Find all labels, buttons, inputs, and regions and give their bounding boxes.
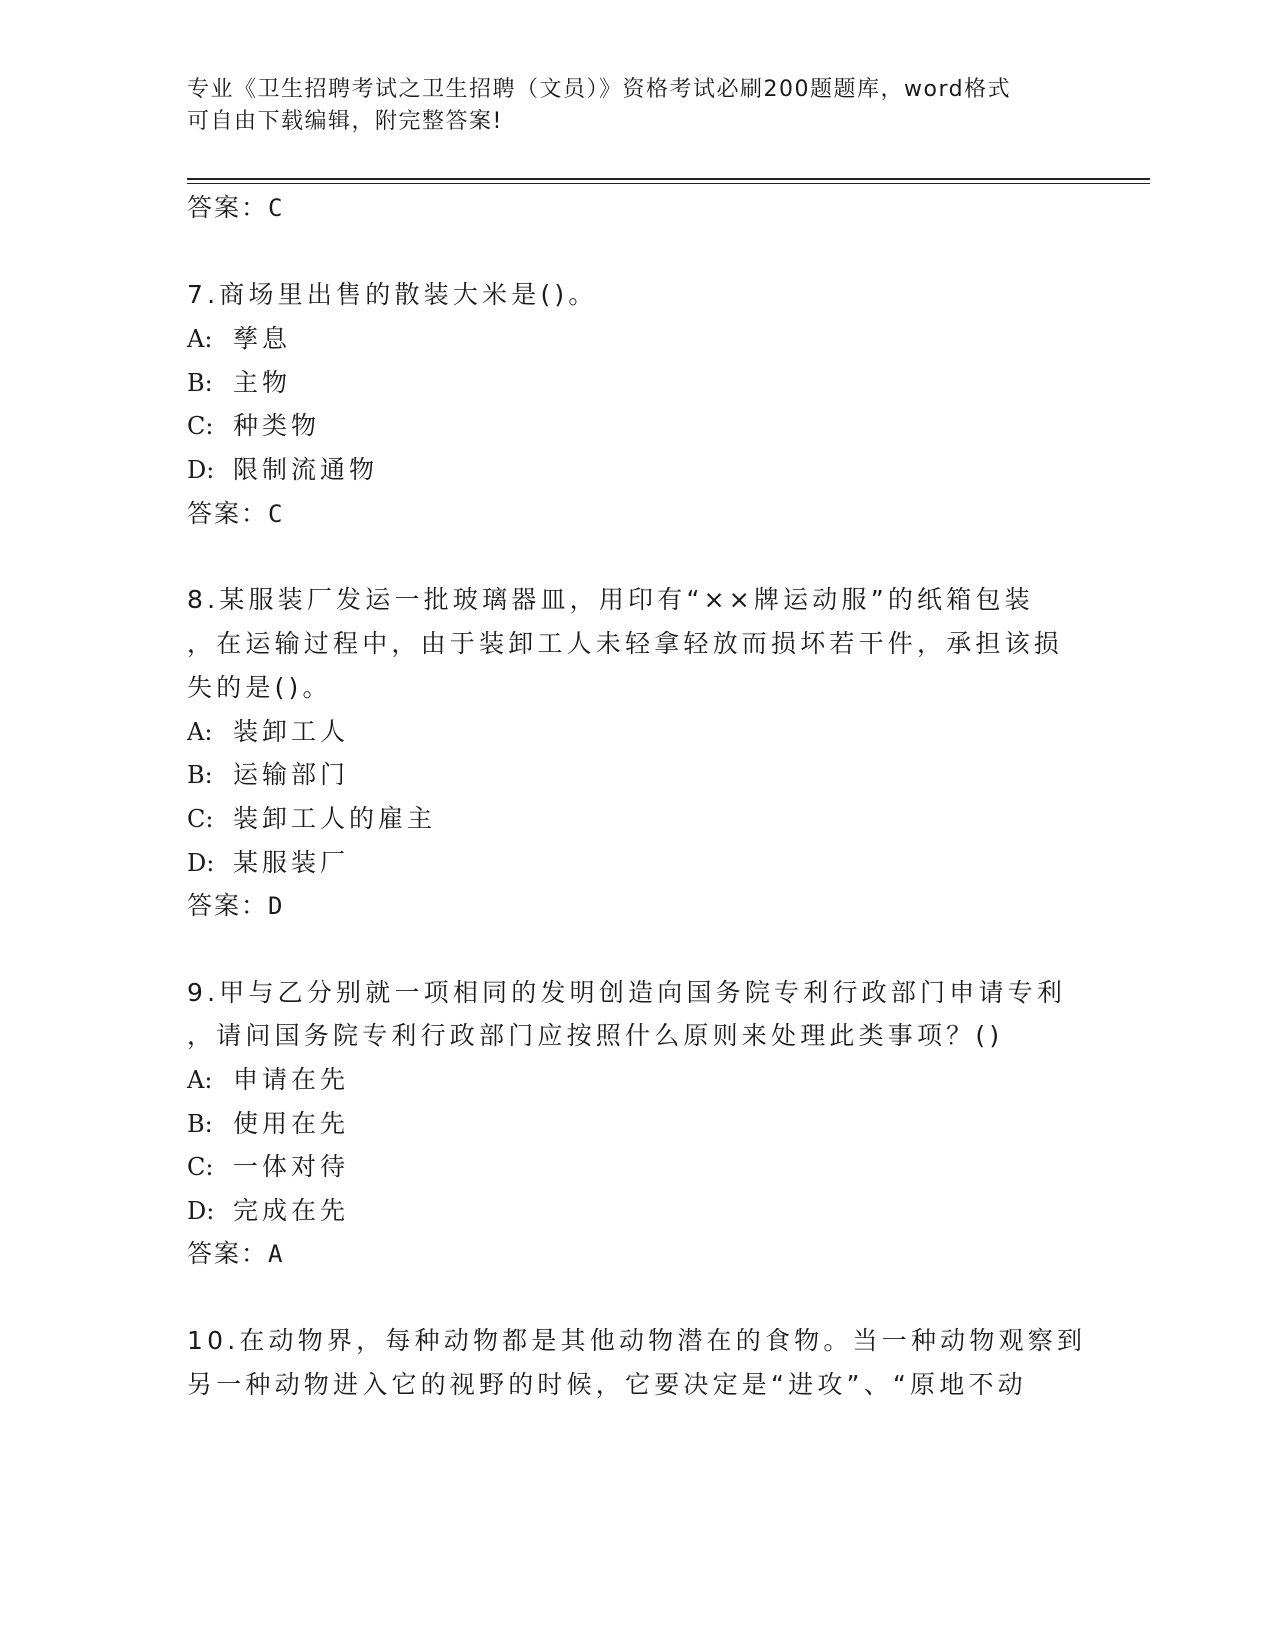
question-8-text-line-2: ，在运输过程中，由于装卸工人未轻拿轻放而损坏若干件，承担该损 [187,629,1064,658]
answer-value: A [268,1240,285,1268]
q9-option-c [187,1147,349,1183]
option-text: 装卸工人的雇主 [233,804,437,833]
header-line-1: 专业《卫生招聘考试之卫生招聘（文员）》资格考试必刷200题题库，word格式 [187,77,1012,102]
q9-option-d [187,1191,349,1227]
option-text: 主物 [233,368,292,397]
q8-option-c [187,799,436,835]
option-text: 装卸工人 [233,717,350,746]
question-8-text-line-3: 失的是()。 [187,673,332,702]
q9-option-b [187,1104,349,1140]
option-key: C: [187,1153,214,1181]
option-text: 孳息 [233,324,292,353]
question-7-text: 7.商场里出售的散装大米是()。 [187,280,598,309]
option-key: D: [187,456,215,484]
option-text: 完成在先 [233,1196,350,1225]
question-9-text-line-1: 9.甲与乙分别就一项相同的发明创造向国务院专利行政部门申请专利 [187,978,1067,1007]
option-text: 一体对待 [233,1152,350,1181]
answer-label: 答案： [187,193,269,222]
option-text: 使用在先 [233,1109,350,1138]
q9-answer [187,1234,284,1270]
question-8-text-line-1: 8.某服装厂发运一批玻璃器皿，用印有“××牌运动服”的纸箱包装 [187,585,1034,614]
q7-option-c [187,406,320,442]
question-9-text-line-2: ，请问国务院专利行政部门应按照什么原则来处理此类事项？() [187,1021,1004,1050]
question-10-text-line-2: 另一种动物进入它的视野的时候，它要决定是“进攻”、“原地不动 [187,1370,1027,1399]
option-key: A: [187,718,213,746]
option-key: B: [187,761,213,789]
q8-option-d [187,843,349,879]
q9-option-a [187,1060,349,1096]
header-line-2: 可自由下载编辑，附完整答案! [187,109,503,134]
option-key: D: [187,849,215,877]
option-key: D: [187,1197,215,1225]
option-key: B: [187,369,213,397]
document-header [187,74,1067,138]
option-text: 种类物 [233,411,321,440]
header-rule-thin [187,183,1150,184]
q8-option-b [187,755,349,791]
q7-option-b [187,363,291,399]
q7-option-a [187,319,291,355]
answer-value: C [268,194,285,222]
option-key: B: [187,1110,213,1138]
q8-answer [187,886,284,922]
option-key: C: [187,412,214,440]
answer-label: 答案： [187,1239,269,1268]
header-rule-thick [187,178,1150,180]
answer-label: 答案： [187,891,269,920]
q8-option-a [187,712,349,748]
option-text: 申请在先 [233,1065,350,1094]
q7-answer [187,494,284,530]
option-key: C: [187,805,214,833]
answer-value: C [268,500,285,528]
answer-line [187,188,284,224]
question-10-text-line-1: 10.在动物界，每种动物都是其他动物潜在的食物。当一种动物观察到 [187,1326,1087,1355]
answer-value: D [268,892,285,920]
answer-label: 答案： [187,499,269,528]
option-text: 某服装厂 [233,848,350,877]
option-text: 限制流通物 [233,455,379,484]
q7-option-d [187,450,378,486]
option-key: A: [187,1066,213,1094]
option-text: 运输部门 [233,760,350,789]
option-key: A: [187,325,213,353]
